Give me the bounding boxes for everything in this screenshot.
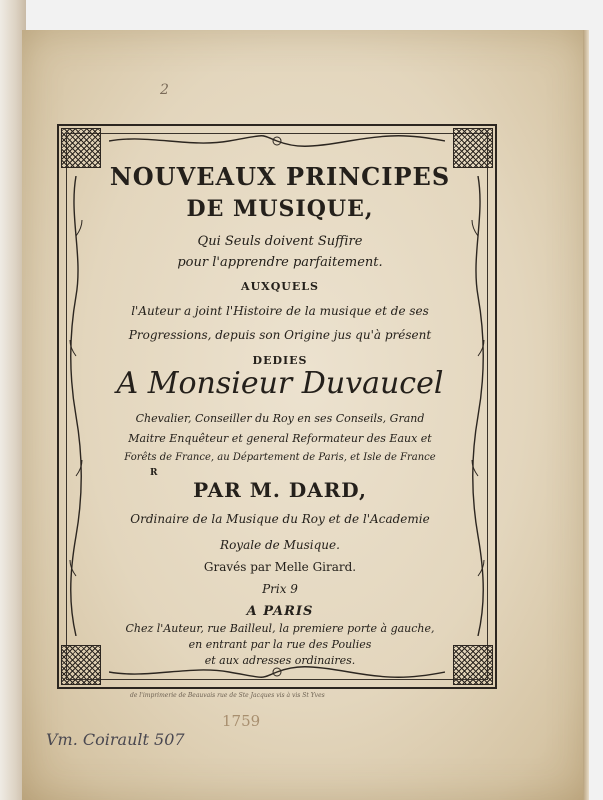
history-line-1: l'Auteur a joint l'Histoire de la musique et de ses: [131, 304, 429, 318]
folio-number: 2: [160, 82, 169, 98]
imprint-line-3: et aux adresses ordinaires.: [204, 654, 356, 667]
library-shelfmark: Vm. Coirault 507: [46, 730, 185, 749]
page-edge: [583, 30, 589, 800]
author-line: PAR M. DARD,: [193, 478, 367, 502]
author-role-2: Royale de Musique.: [220, 538, 340, 552]
title-line-1: NOUVEAUX PRINCIPES: [109, 162, 451, 191]
author-role-1: Ordinaire de la Musique du Roy et de l'Academie: [130, 512, 430, 526]
auxquels-label: AUXQUELS: [241, 280, 319, 293]
imprint-city: A PARIS: [246, 604, 314, 619]
subtitle-line-2: pour l'apprendre parfaitement.: [177, 255, 383, 270]
dedicatee-title-2: Maitre Enquêteur et general Reformateur des Eaux et: [128, 432, 432, 445]
dedicatee-name: A Monsieur Duvaucel: [116, 366, 444, 401]
history-line-2: Progressions, depuis son Origine jus qu'à présent: [128, 328, 432, 342]
dedicatee-title-3: Forêts de France, au Département de Paris, et Isle de France: [124, 452, 436, 463]
imprint-line-1: Chez l'Auteur, rue Bailleul, la premiere porte à gauche,: [125, 622, 435, 635]
engraver-credit: Gravés par Melle Girard.: [203, 560, 357, 574]
dedies-label: DEDIES: [252, 354, 308, 367]
dedicatee-title-1: Chevalier, Conseiller du Roy en ses Conseils, Grand: [135, 412, 425, 425]
vine-ornament-top: [109, 134, 445, 148]
price: Prix 9: [262, 582, 298, 596]
vine-ornament-bottom: [109, 665, 445, 679]
year-pencil-note: 1759: [222, 712, 261, 730]
imprint-line-2: en entrant par la rue des Poulies: [188, 638, 372, 651]
printer-note: de l'imprimerie de Beauvais rue de Ste Jacques vis à vis St Yves: [130, 692, 325, 699]
title-line-2: DE MUSIQUE,: [186, 196, 374, 222]
subtitle-line-1: Qui Seuls doivent Suffire: [197, 234, 363, 249]
author-superscript: R: [150, 468, 158, 478]
